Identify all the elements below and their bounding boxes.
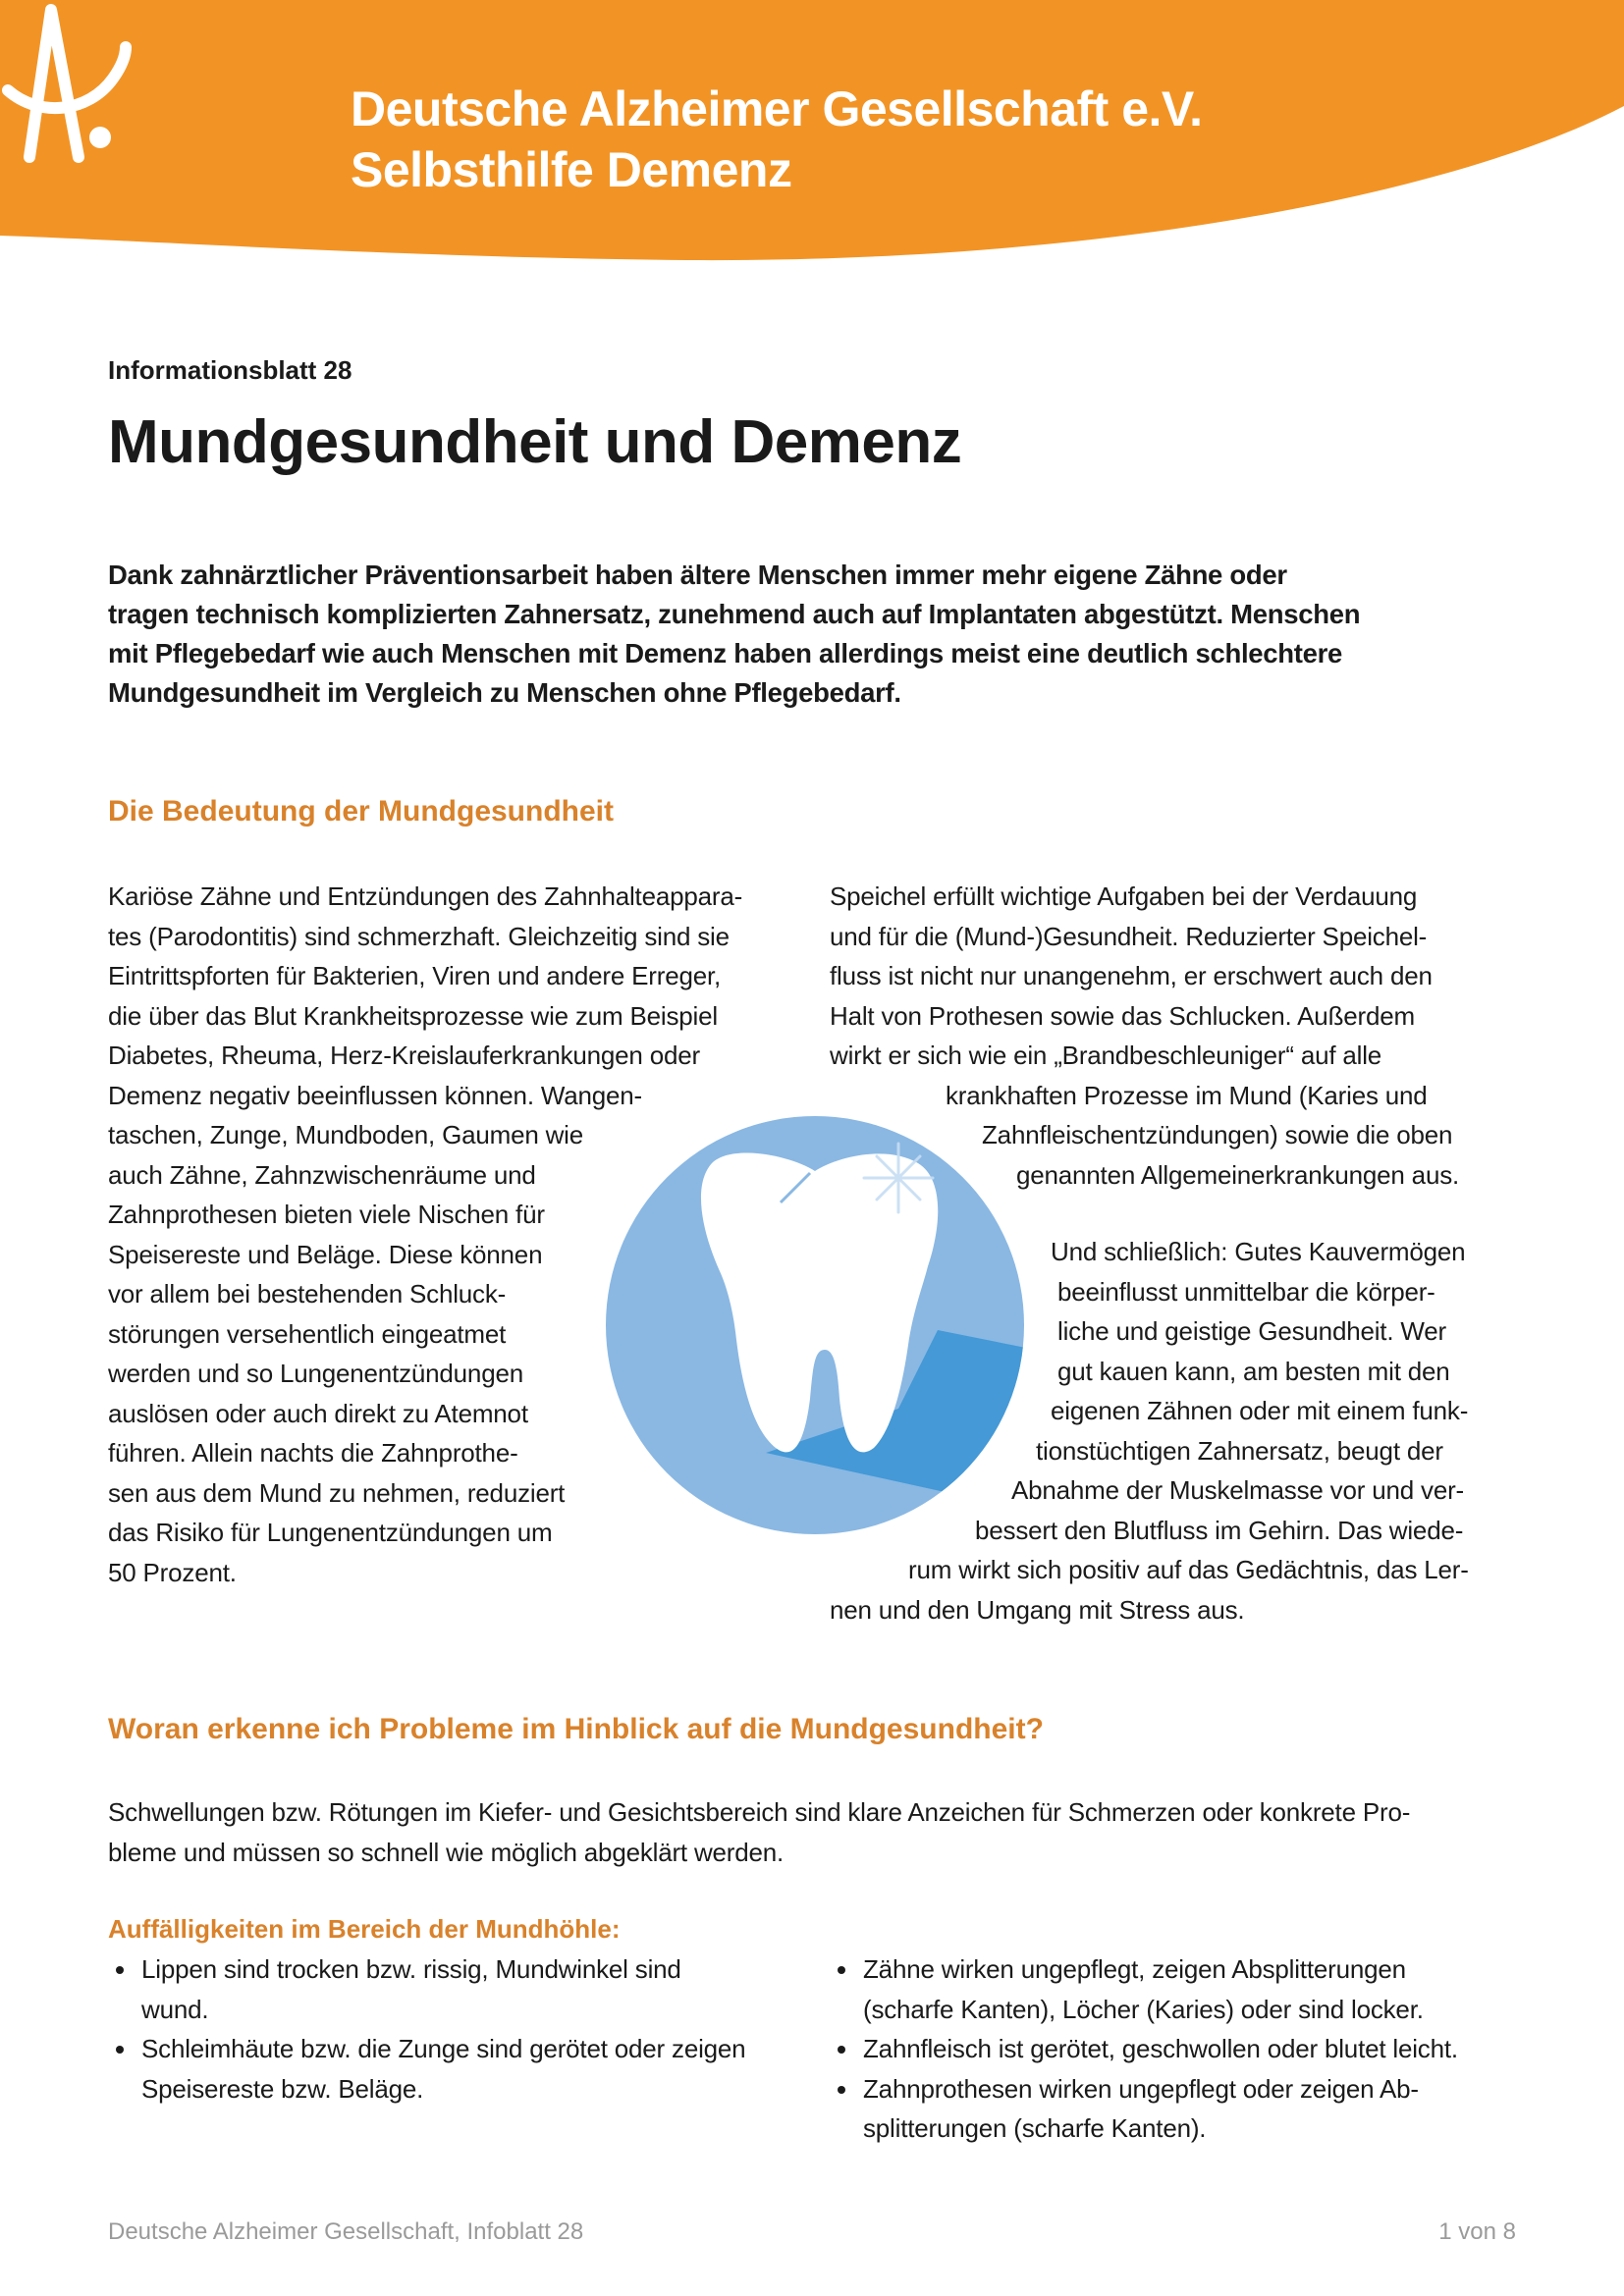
bullet-list-right <box>832 1949 1458 2149</box>
text-line: bleme und müssen so schnell wie möglich abgeklärt werden. <box>108 1837 785 1867</box>
text-line: werden und so Lungenentzündungen <box>108 1359 523 1388</box>
document-kicker: Informationsblatt 28 <box>108 355 352 385</box>
text-line: und für die (Mund-)Gesundheit. Reduzierter Speichel- <box>830 921 1428 951</box>
list-item <box>832 2029 1458 2069</box>
footer-source: Deutsche Alzheimer Gesellschaft, Infoblatt 28 <box>108 2218 584 2245</box>
bullet-icon <box>838 2046 845 2054</box>
header-banner <box>0 0 1624 265</box>
text-line: nen und den Umgang mit Stress aus. <box>830 1594 1245 1625</box>
text-line: beeinflusst unmittelbar die körper- <box>1057 1276 1435 1307</box>
subheading-mundhoehle: Auffälligkeiten im Bereich der Mundhöhle: <box>108 1914 621 1944</box>
text-line: rum wirkt sich positiv auf das Gedächtnis, das Ler- <box>908 1555 1469 1584</box>
text-line: fluss ist nicht nur unangenehm, er erschwert auch den <box>830 961 1433 990</box>
list-item-text: wund. <box>141 1994 209 2024</box>
list-item-text: Zahnfleisch ist gerötet, geschwollen oder blutet leicht. <box>863 2034 1458 2063</box>
list-item-text: Zähne wirken ungepflegt, zeigen Absplitterungen <box>863 1954 1406 1984</box>
lead-line: Dank zahnärztlicher Präventionsarbeit haben ältere Menschen immer mehr eigene Zähne oder <box>108 560 1287 590</box>
text-line: das Risiko für Lungenentzündungen um <box>108 1518 553 1547</box>
bullet-icon <box>116 1966 124 1974</box>
list-item-text: Zahnprothesen wirken ungepflegt oder zeigen Ab- <box>863 2073 1419 2104</box>
text-line: liche und geistige Gesundheit. Wer <box>1057 1316 1446 1346</box>
text-line: bessert den Blutfluss im Gehirn. Das wiede- <box>975 1515 1464 1545</box>
section-heading-bedeutung: Die Bedeutung der Mundgesundheit <box>108 795 614 828</box>
list-item <box>832 2069 1458 2149</box>
page-number: 1 von 8 <box>1438 2218 1516 2245</box>
list-item <box>110 2029 745 2109</box>
alzheimer-a-logo-icon <box>0 0 216 177</box>
bullet-icon <box>838 1966 845 1974</box>
lead-line: tragen technisch komplizierten Zahnersatz, zunehmend auch auf Implantaten abgestützt. Menschen <box>108 599 1361 629</box>
text-line: taschen, Zunge, Mundboden, Gaumen wie <box>108 1120 584 1149</box>
section2-intro <box>108 1792 1410 1872</box>
list-item-text: Speisereste bzw. Beläge. <box>141 2073 424 2104</box>
tooth-icon <box>604 1114 1026 1536</box>
text-line: 50 Prozent. <box>108 1557 237 1587</box>
text-line: führen. Allein nachts die Zahnprothe- <box>108 1438 518 1468</box>
text-line: auslösen oder auch direkt zu Atemnot <box>108 1398 528 1428</box>
text-line: Eintrittspforten für Bakterien, Viren und andere Erreger, <box>108 961 722 990</box>
text-line: Zahnfleischentzündungen) sowie die oben <box>982 1120 1453 1149</box>
text-line: Zahnprothesen bieten viele Nischen für <box>108 1200 545 1229</box>
text-line: Diabetes, Rheuma, Herz-Kreislauferkrankungen oder <box>108 1041 700 1070</box>
lead-paragraph <box>108 556 1522 713</box>
text-line: Abnahme der Muskelmasse vor und ver- <box>1011 1475 1465 1505</box>
text-line: die über das Blut Krankheitsprozesse wie zum Beispiel <box>108 1000 718 1031</box>
bullet-icon <box>116 2046 124 2054</box>
text-line: sen aus dem Mund zu nehmen, reduziert <box>108 1477 566 1508</box>
text-line: störungen versehentlich eingeatmet <box>108 1318 507 1349</box>
text-line: krankhaften Prozesse im Mund (Karies und <box>946 1080 1428 1110</box>
text-line: Kariöse Zähne und Entzündungen des Zahnhalteappara- <box>108 881 743 911</box>
text-line: genannten Allgemeinerkrankungen aus. <box>1016 1159 1460 1190</box>
text-line: Speichel erfüllt wichtige Aufgaben bei der Verdauung <box>830 881 1418 911</box>
text-line: eigenen Zähnen oder mit einem funk- <box>1051 1396 1469 1425</box>
bullet-icon <box>838 2086 845 2094</box>
text-line: tes (Parodontitis) sind schmerzhaft. Gleichzeitig sind sie <box>108 921 730 951</box>
org-name: Deutsche Alzheimer Gesellschaft e.V. <box>351 81 1203 136</box>
lead-line: Mundgesundheit im Vergleich zu Menschen ohne Pflegebedarf. <box>108 677 901 708</box>
list-item-text: Lippen sind trocken bzw. rissig, Mundwinkel sind <box>141 1954 681 1984</box>
org-subtitle: Selbsthilfe Demenz <box>351 142 792 197</box>
page-title: Mundgesundheit und Demenz <box>108 408 962 476</box>
section-heading-probleme: Woran erkenne ich Probleme im Hinblick auf die Mundgesundheit? <box>108 1713 1044 1745</box>
header-title <box>351 79 1203 200</box>
text-line: Schwellungen bzw. Rötungen im Kiefer- und Gesichtsbereich sind klare Anzeichen für Schmerzen oder konkrete Pro- <box>108 1797 1411 1827</box>
bullet-list-left <box>110 1949 745 2109</box>
lead-line: mit Pflegebedarf wie auch Menschen mit Demenz haben allerdings meist eine deutlich schlechtere <box>108 638 1343 668</box>
text-line: Halt von Prothesen sowie das Schlucken. Außerdem <box>830 1000 1415 1031</box>
text-line: Und schließlich: Gutes Kauvermögen <box>1051 1237 1466 1266</box>
text-line: auch Zähne, Zahnzwischenräume und <box>108 1159 536 1190</box>
list-item <box>832 1949 1458 2029</box>
text-line: tionstüchtigen Zahnersatz, beugt der <box>1036 1435 1443 1466</box>
text-line: Demenz negativ beeinflussen können. Wangen- <box>108 1080 643 1110</box>
list-item-text: Schleimhäute bzw. die Zunge sind gerötet oder zeigen <box>141 2034 746 2063</box>
text-line: gut kauen kann, am besten mit den <box>1057 1356 1450 1386</box>
list-item <box>110 1949 745 2029</box>
text-line: Speisereste und Beläge. Diese können <box>108 1239 543 1269</box>
text-line: vor allem bei bestehenden Schluck- <box>108 1279 507 1308</box>
text-line: wirkt er sich wie ein „Brandbeschleuniger“ auf alle <box>830 1041 1382 1070</box>
list-item-text: splitterungen (scharfe Kanten). <box>863 2113 1207 2143</box>
list-item-text: (scharfe Kanten), Löcher (Karies) oder sind locker. <box>863 1994 1424 2024</box>
